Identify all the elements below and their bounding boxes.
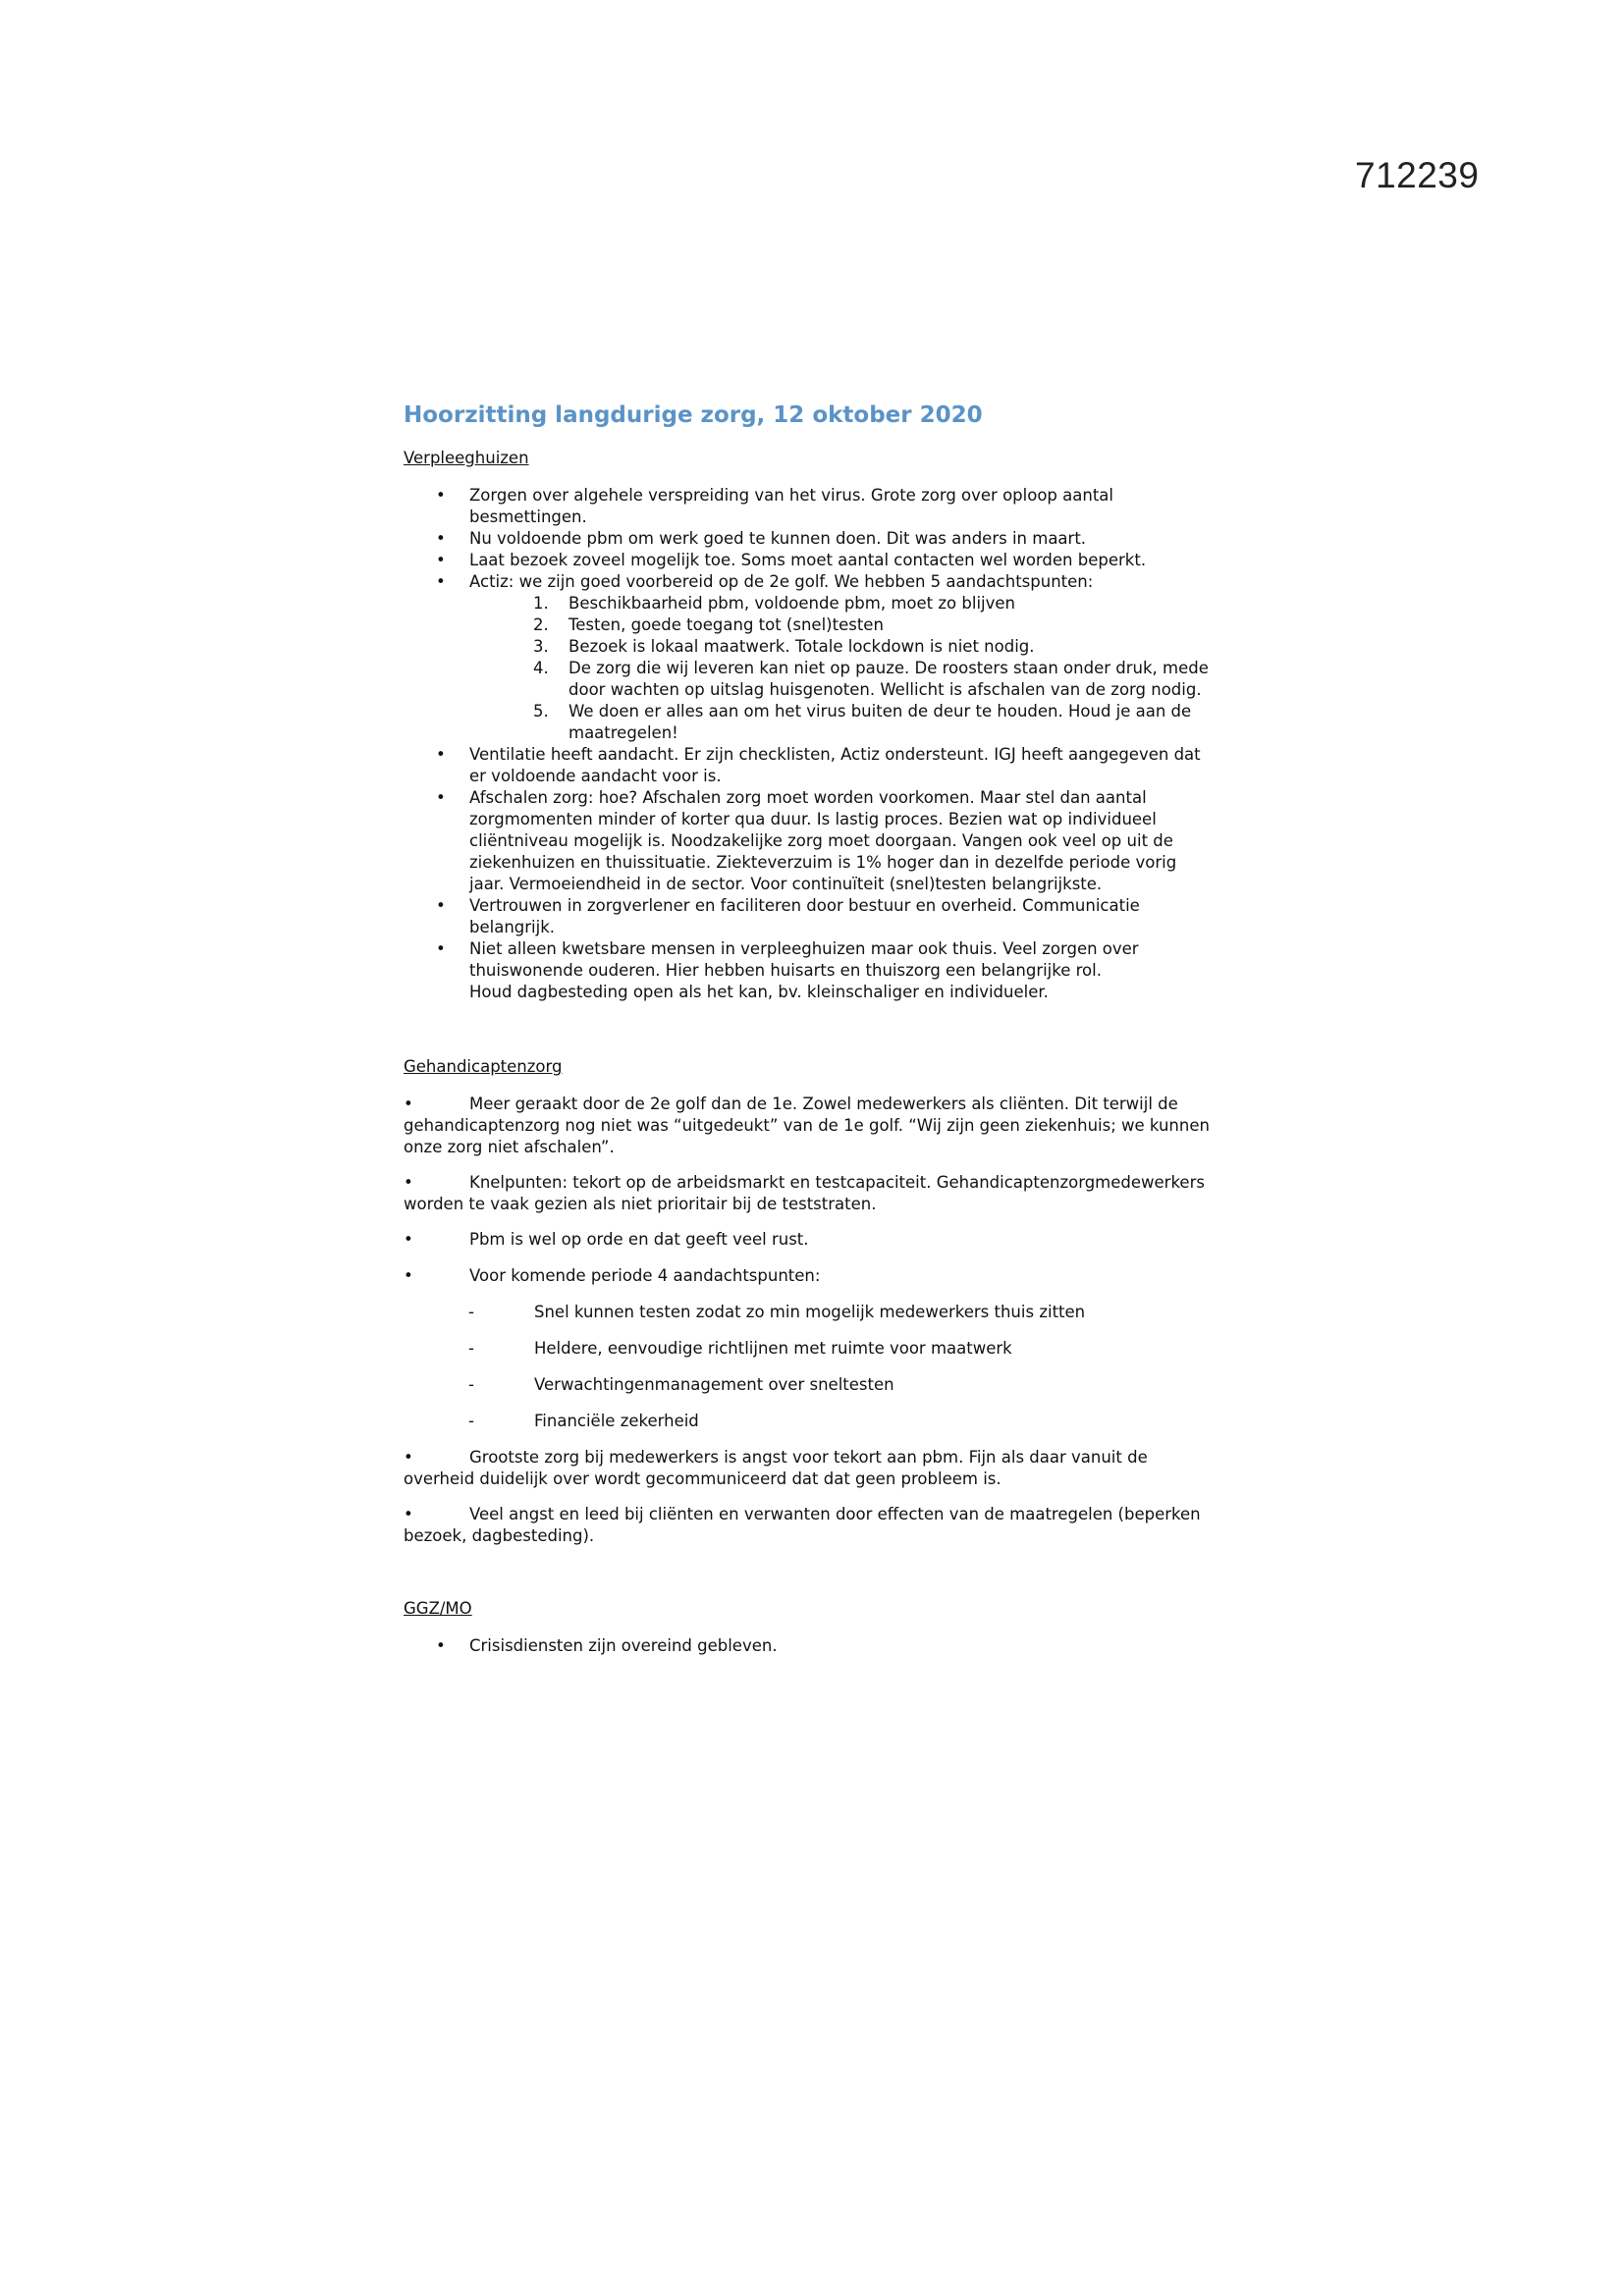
bullet-icon: •	[436, 529, 446, 548]
bullet-icon: •	[436, 788, 446, 807]
dash-icon: -	[468, 1412, 474, 1430]
bullet-icon: •	[436, 896, 446, 915]
dash-item: - Verwachtingenmanagement over sneltesten	[468, 1375, 894, 1394]
list-item: • Laat bezoek zoveel mogelijk toe. Soms moet aantal contacten wel worden beperkt.	[436, 551, 1147, 569]
document-number: 712239	[1355, 155, 1480, 195]
section-heading-verpleeghuizen: Verpleeghuizen	[404, 449, 529, 467]
paragraph-item: • Grootste zorg bij medewerkers is angst voor tekort aan pbm. Fijn als daar vanuit de overheid duidelijk over wordt gecommuniceerd dat dat geen probleem is.	[404, 1448, 1148, 1488]
bullet-icon: •	[404, 1230, 413, 1249]
bullet-icon: •	[404, 1095, 413, 1113]
paragraph-item: • Meer geraakt door de 2e golf dan de 1e. Zowel medewerkers als cliënten. Dit terwijl de gehandicaptenzorg nog niet was “uitgedeukt” van de 1e golf. “Wij zijn geen ziekenhuis; we kunnen onze zorg niet afschalen”.	[404, 1095, 1210, 1156]
dash-icon: -	[468, 1375, 474, 1394]
bullet-icon: •	[436, 486, 446, 505]
list-item: • Actiz: we zijn goed voorbereid op de 2e golf. We hebben 5 aandachtspunten:	[436, 572, 1094, 591]
bullet-icon: •	[404, 1448, 413, 1467]
paragraph-item: • Pbm is wel op orde en dat geeft veel rust.	[404, 1230, 809, 1249]
paragraph-item: • Knelpunten: tekort op de arbeidsmarkt en testcapaciteit. Gehandicaptenzorgmedewerkers worden te vaak gezien als niet prioritair bij de teststraten.	[404, 1173, 1205, 1213]
numbered-item: 1. Beschikbaarheid pbm, voldoende pbm, moet zo blijven	[533, 594, 1015, 613]
bullet-icon: •	[436, 939, 446, 958]
bullet-icon: •	[436, 745, 446, 764]
bullet-icon: •	[436, 572, 446, 591]
numbered-item: 2. Testen, goede toegang tot (snel)testen	[533, 615, 884, 634]
page-title: Hoorzitting langdurige zorg, 12 oktober 2020	[404, 402, 983, 428]
list-item: • Ventilatie heeft aandacht. Er zijn checklisten, Actiz ondersteunt. IGJ heeft aangegeven dat er voldoende aandacht voor is.	[436, 745, 1201, 785]
dash-item: - Financiële zekerheid	[468, 1412, 699, 1430]
bullet-icon: •	[436, 551, 446, 569]
bullet-icon: •	[404, 1505, 413, 1523]
list-item: • Afschalen zorg: hoe? Afschalen zorg moet worden voorkomen. Maar stel dan aantal zorgmomenten minder of korter qua duur. Is lastig proces. Bezien wat op individueel cliëntniveau mogelijk is. Noodzakelijke zorg moet doorgaan. Vangen ook veel op uit de ziekenhuizen en thuissituatie. Ziekteverzuim is 1% hoger dan in dezelfde periode vorig jaar. Vermoeiendheid in de sector. Voor continuïteit (snel)testen belangrijkste.	[436, 788, 1177, 893]
bullet-icon: •	[404, 1173, 413, 1192]
dash-icon: -	[468, 1339, 474, 1358]
numbered-item: 4. De zorg die wij leveren kan niet op pauze. De roosters staan onder druk, mede door wachten op uitslag huisgenoten. Wellicht is afschalen van de zorg nodig.	[533, 659, 1209, 699]
list-item: • Crisisdiensten zijn overeind gebleven.	[436, 1636, 778, 1655]
list-item: • Vertrouwen in zorgverlener en faciliteren door bestuur en overheid. Communicatie belangrijk.	[436, 896, 1140, 936]
section-heading-ggz-mo: GGZ/MO	[404, 1599, 472, 1618]
list-item: • Niet alleen kwetsbare mensen in verpleeghuizen maar ook thuis. Veel zorgen over thuiswonende ouderen. Hier hebben huisarts en thuiszorg een belangrijke rol. Houd dagbesteding open als het kan, bv. kleinschaliger en individueler.	[436, 939, 1139, 1001]
list-item: • Zorgen over algehele verspreiding van het virus. Grote zorg over oploop aantal besmettingen.	[436, 486, 1113, 526]
bullet-icon: •	[404, 1266, 413, 1285]
dash-item: - Heldere, eenvoudige richtlijnen met ruimte voor maatwerk	[468, 1339, 1012, 1358]
bullet-icon: •	[436, 1636, 446, 1655]
list-item: • Nu voldoende pbm om werk goed te kunnen doen. Dit was anders in maart.	[436, 529, 1087, 548]
numbered-item: 5. We doen er alles aan om het virus buiten de deur te houden. Houd je aan de maatregelen!	[533, 702, 1192, 742]
section-heading-gehandicaptenzorg: Gehandicaptenzorg	[404, 1057, 563, 1076]
paragraph-item: • Veel angst en leed bij cliënten en verwanten door effecten van de maatregelen (beperken bezoek, dagbesteding).	[404, 1505, 1201, 1545]
dash-icon: -	[468, 1303, 474, 1321]
paragraph-item: • Voor komende periode 4 aandachtspunten:	[404, 1266, 821, 1285]
dash-item: - Snel kunnen testen zodat zo min mogelijk medewerkers thuis zitten	[468, 1303, 1086, 1321]
numbered-item: 3. Bezoek is lokaal maatwerk. Totale lockdown is niet nodig.	[533, 637, 1035, 656]
